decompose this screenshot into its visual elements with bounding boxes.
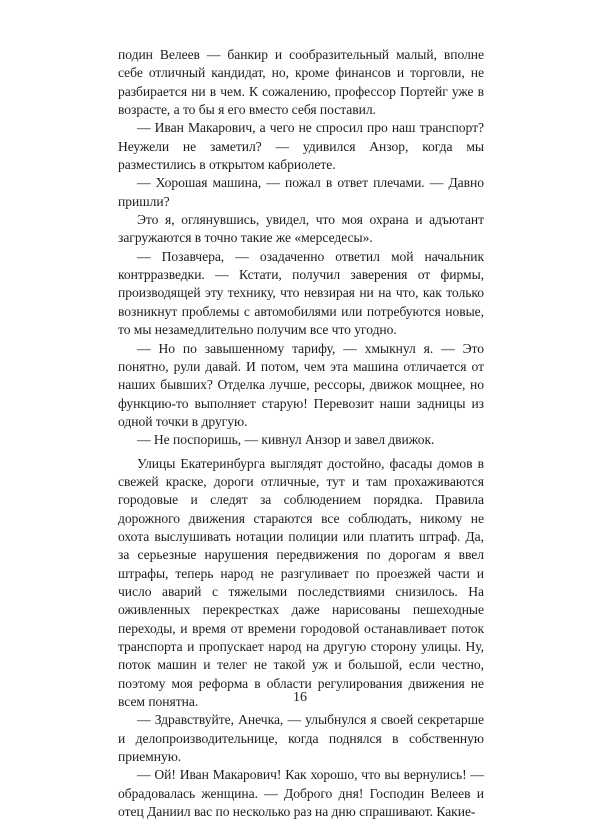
paragraph: — Ой! Иван Макарович! Как хорошо, что вы вернулись! — обрадовалась женщина. — Доброго дня! Господин Велеев и отец Даниил вас по несколько раз на дню спрашивают. Какие-	[118, 767, 484, 820]
paragraph: — Иван Макарович, а чего не спросил про наш транспорт? Неужели не заметил? — удивился Анзор, когда мы разместились в открытом кабриолете.	[118, 120, 484, 173]
paragraph: — Не поспоришь, — кивнул Анзор и завел движок.	[137, 432, 435, 448]
paragraph: — Позавчера, — озадаченно ответил мой начальник контрразведки. — Кстати, получил заверения от фирмы, производящей эту технику, что невзирая ни на что, как только возникнут проблемы с автомобилями или потребуются новые, то мы незамедлительно получим все что угодно.	[118, 248, 484, 338]
paragraph: — Здравствуйте, Анечка, — улыбнулся я своей секретарше и делопроизводительнице, когда поднялся в собственную приемную.	[118, 712, 484, 765]
paragraph: Улицы Екатеринбурга выглядят достойно, фасады домов в свежей краске, дороги отличные, тут и там прохаживаются городовые и следят за соблюдением порядка. Правила дорожного движения стараются все соблюдать, никому не охота выслушивать нотации полиции или платить штраф. Да, за серьезные нарушения передвижения по дорогам я ввел штрафы, теперь народ не разгуливает по проезжей части и число аварий с тяжелыми последствиями снизилось. На оживленных перекрестках даже нарисованы пешеходные переходы, и время от времени городовой останавливает поток транспорта и пропускает народ на другую сторону улицы. Ну, поток машин и телег не такой уж и большой, если честно, поэтому моя реформа в области регулирования движения не всем понятна.	[118, 455, 484, 710]
paragraph: Это я, оглянувшись, увидел, что моя охрана и адъютант загружаются в точно такие же «мерседесы».	[118, 212, 484, 246]
paragraph: — Но по завышенному тарифу, — хмыкнул я. — Это понятно, рули давай. И потом, чем эта машина отличается от наших бывших? Отделка лучше, рессоры, движок мощнее, но функцию-то выполняет старую! Перевозит наши задницы из одной точки в другую.	[118, 340, 484, 429]
paragraph: — Хорошая машина, — пожал в ответ плечами. — Давно пришли?	[118, 175, 484, 209]
paragraph: подин Велеев — банкир и сообразительный малый, вполне себе отличный кандидат, но, кроме финансов и торговли, не разбирается ни в чем. К сожалению, профессор Портейг уже в возрасте, а то бы я его вместо себя поставил.	[118, 47, 484, 118]
page-number: 16	[293, 690, 307, 705]
